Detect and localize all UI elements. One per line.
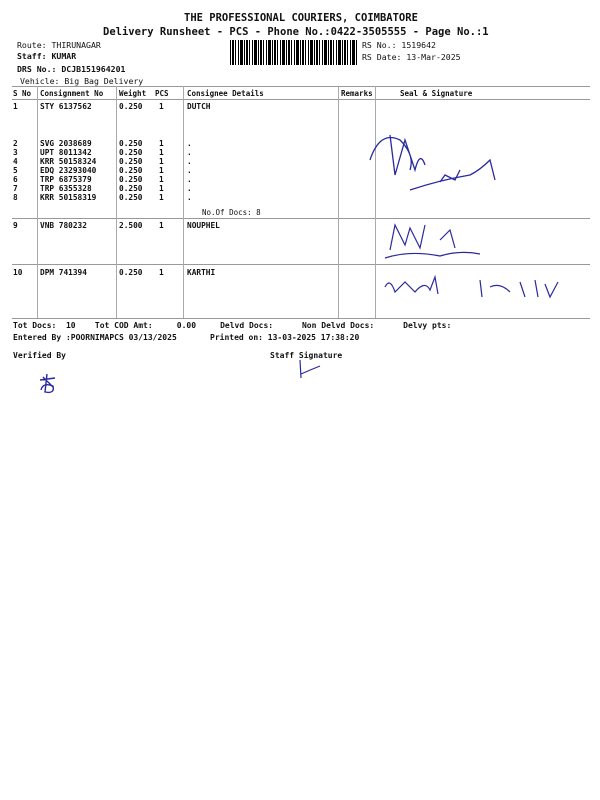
cell-cno: TRP 6355328 [40,184,92,193]
cell-weight: 2.500 [119,221,143,230]
cell-pcs: 1 [159,268,164,277]
cell-consignee: . [187,175,192,184]
cell-cno: STY 6137562 [40,102,92,111]
cell-pcs: 1 [159,102,164,111]
cell-cno: VNB 780232 [40,221,87,230]
col-seal-signature: Seal & Signature [400,89,473,98]
cell-sno: 1 [13,102,18,111]
divider [12,86,590,87]
cell-cno: DPM 741394 [40,268,87,277]
cell-weight: 0.250 [119,139,143,148]
cell-sno: 7 [13,184,18,193]
cell-sno: 6 [13,175,18,184]
staff-signature [295,358,325,383]
cell-sno: 5 [13,166,18,175]
barcode [230,40,358,65]
col-weight: Weight [119,89,147,98]
cell-weight: 0.250 [119,166,143,175]
cell-consignee: . [187,193,192,202]
cell-cno: UPT 8011342 [40,148,92,157]
cell-consignee: NOUPHEL [187,221,220,230]
divider [37,86,38,318]
cell-pcs: 1 [159,166,164,175]
company-title: THE PROFESSIONAL COURIERS, COIMBATORE [184,12,418,24]
cell-sno: 3 [13,148,18,157]
cell-consignee: . [187,166,192,175]
cell-consignee: KARTHI [187,268,216,277]
cell-pcs: 1 [159,139,164,148]
cell-sno: 4 [13,157,18,166]
col-remarks: Remarks [341,89,373,98]
cell-cno: KRR 50158324 [40,157,97,166]
cell-pcs: 1 [159,221,164,230]
cell-pcs: 1 [159,148,164,157]
divider [12,318,590,319]
cell-sno: 9 [13,221,18,230]
cell-consignee: . [187,184,192,193]
divider [183,86,184,318]
col-consignee: Consignee Details [187,89,264,98]
divider [12,264,590,265]
staff-signature-label: Staff Signature [270,351,343,360]
staff: Staff: KUMAR [17,51,77,61]
rs-no: RS No.: 1519642 [362,40,436,50]
cell-cno: KRR 50158319 [40,193,97,202]
runsheet-subtitle: Delivery Runsheet - PCS - Phone No.:0422-3505555 - Page No.:1 [103,26,489,38]
handwritten-signature [380,272,570,302]
cell-weight: 0.250 [119,157,143,166]
col-consignment: Consignment No [40,89,104,98]
cell-weight: 0.250 [119,175,143,184]
totals-line: Tot Docs: 10 Tot COD Amt: 0.00 Delvd Docs: Non Delvd Docs: Delvy pts: [13,321,452,330]
cell-sno: 8 [13,193,18,202]
col-sno: S No [13,89,32,98]
cell-consignee: . [187,157,192,166]
drs-no: DRS No.: DCJB151964201 [17,64,126,74]
divider [338,86,339,318]
cell-weight: 0.250 [119,193,143,202]
cell-pcs: 1 [159,175,164,184]
handwritten-signature [380,220,500,264]
group-doc-count: No.Of Docs: 8 [202,208,261,217]
printed-on: Printed on: 13-03-2025 17:38:20 [210,333,360,342]
divider [12,218,590,219]
verified-by: Verified By [13,351,66,360]
divider [12,99,590,100]
cell-consignee: . [187,139,192,148]
cell-pcs: 1 [159,184,164,193]
cell-weight: 0.250 [119,148,143,157]
cell-sno: 10 [13,268,23,277]
cell-cno: TRP 6875379 [40,175,92,184]
cell-weight: 0.250 [119,102,143,111]
col-pcs: PCS [155,89,169,98]
cell-pcs: 1 [159,193,164,202]
divider [116,86,117,318]
route: Route: THIRUNAGAR [17,40,101,50]
verifier-signature [35,372,65,397]
cell-sno: 2 [13,139,18,148]
rs-date: RS Date: 13-Mar-2025 [362,52,461,62]
cell-weight: 0.250 [119,184,143,193]
cell-cno: SVG 2038689 [40,139,92,148]
entered-by: Entered By :POORNIMAPCS 03/13/2025 [13,333,177,342]
cell-weight: 0.250 [119,268,143,277]
cell-consignee: . [187,148,192,157]
cell-cno: EDQ 23293040 [40,166,97,175]
cell-consignee: DUTCH [187,102,211,111]
handwritten-signature [360,120,530,210]
vehicle: Vehicle: Big Bag Delivery [20,76,144,86]
cell-pcs: 1 [159,157,164,166]
